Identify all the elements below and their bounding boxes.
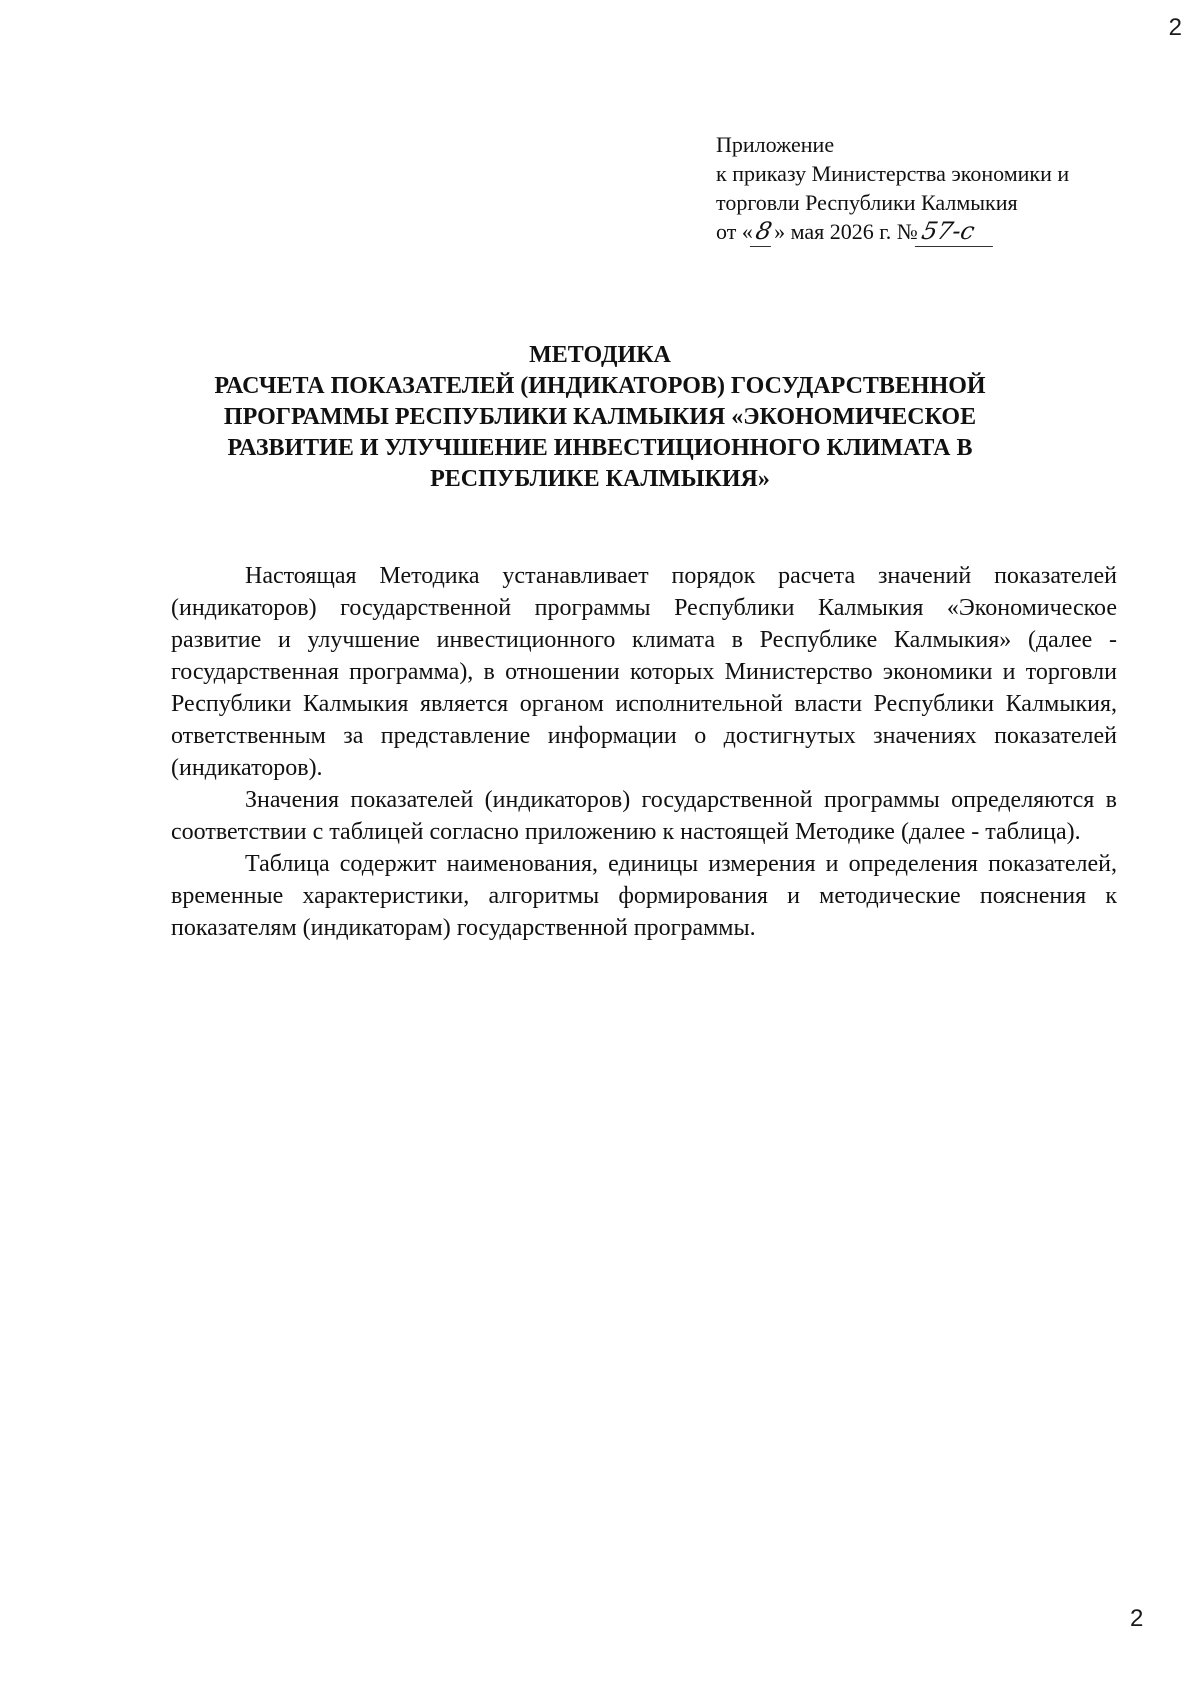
order-number-handwritten: 57-с — [915, 217, 999, 247]
title-line-1: МЕТОДИКА — [529, 342, 671, 368]
title-line-2: РАСЧЕТА ПОКАЗАТЕЛЕЙ (ИНДИКАТОРОВ) ГОСУДАРСТВЕННОЙ — [214, 373, 986, 399]
page-number-top: 2 — [1168, 14, 1182, 41]
appendix-block — [716, 130, 1069, 247]
title-line-4: РАЗВИТИЕ И УЛУЧШЕНИЕ ИНВЕСТИЦИОННОГО КЛИМАТА В — [227, 435, 973, 461]
appendix-line-1: Приложение — [716, 132, 835, 157]
order-date-middle: » мая 2026 г. № — [774, 219, 918, 244]
order-date-prefix: от « — [716, 219, 753, 244]
body-text — [171, 560, 1117, 944]
appendix-line-2: к приказу Министерства экономики и — [716, 161, 1070, 186]
appendix-line-4 — [716, 217, 1069, 247]
title-line-3: ПРОГРАММЫ РЕСПУБЛИКИ КАЛМЫКИЯ «ЭКОНОМИЧЕСКОЕ — [223, 404, 977, 430]
document-title — [140, 340, 1060, 495]
appendix-line-3: торговли Республики Калмыкия — [716, 190, 1018, 215]
paragraph-3: Таблица содержит наименования, единицы измерения и определения показателей, временные характеристики, алгоритмы формирования и методические пояснения к показателям (индикаторам) государственной программы. — [171, 851, 1117, 941]
page-number-bottom: 2 — [1130, 1605, 1144, 1632]
paragraph-1: Настоящая Методика устанавливает порядок расчета значений показателей (индикаторов) государственной программы Республики Калмыкия «Экономическое развитие и улучшение инвестиционного климата в Республике Калмыкия» (далее - государственная программа), в отношении которых Министерство экономики и торговли Республики Калмыкия является органом исполнительной власти Республики Калмыкия, ответственным за представление информации о достигнутых значениях показателей (индикаторов). — [171, 563, 1117, 781]
order-day-handwritten: 8 — [750, 217, 778, 247]
title-line-5: РЕСПУБЛИКЕ КАЛМЫКИЯ» — [430, 466, 770, 492]
paragraph-2: Значения показателей (индикаторов) государственной программы определяются в соответствии с таблицей согласно приложению к настоящей Методике (далее - таблица). — [171, 787, 1117, 845]
